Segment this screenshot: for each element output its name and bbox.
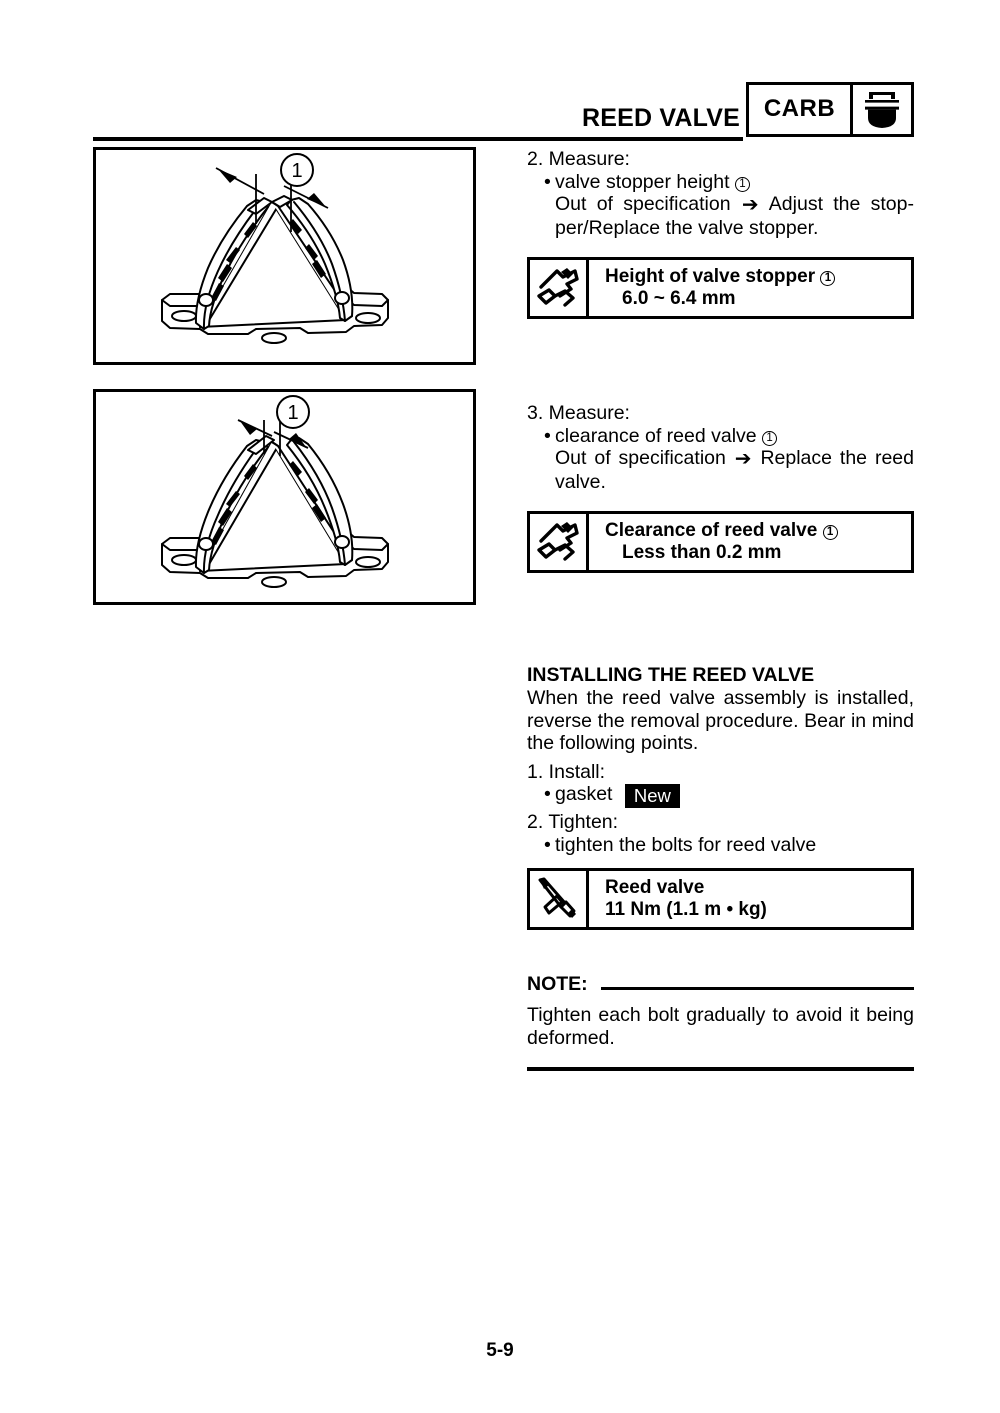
chapter-tag-label: CARB	[763, 94, 836, 122]
spec-value-reed-valve-torque: 11 Nm (1.1 m • kg)	[605, 899, 767, 920]
note-body: Tighten each bolt gradually to avoid it being deformed.	[527, 1004, 914, 1049]
install-step-2-bullet	[527, 834, 914, 857]
installing-section	[527, 664, 914, 856]
step-3-detail-post: Replace the reed	[760, 447, 914, 469]
install-step-2-number: 2. Tighten:	[527, 811, 619, 833]
header-divider-rule	[93, 137, 743, 141]
step-2-detail-line2: per/Replace the valve stopper.	[555, 216, 819, 239]
right-content-column	[527, 148, 914, 1071]
spec-text-reed-valve-clearance	[589, 514, 911, 570]
step-3-detail	[527, 447, 914, 493]
installing-heading: INSTALLING THE REED VALVE	[527, 664, 815, 686]
note-bottom-rule	[527, 1067, 914, 1071]
install-step-1-number: 1. Install:	[527, 760, 606, 783]
note-block	[527, 972, 914, 1071]
step-3-block	[527, 402, 914, 493]
callout-marker-1: 1	[735, 177, 750, 192]
chapter-tag	[746, 82, 914, 137]
note-label: NOTE:	[527, 972, 588, 995]
step-2-detail-pre: Out of specification	[555, 193, 731, 215]
spec-box-reed-valve-clearance	[527, 511, 914, 573]
step-2-block	[527, 148, 914, 239]
install-step-1-bullet	[527, 783, 914, 808]
reed-valve-clearance-figure	[93, 389, 476, 605]
step-3-detail-pre: Out of specification	[555, 447, 726, 469]
page-title: REED VALVE	[581, 104, 740, 132]
installing-intro: When the reed valve assembly is installed, reverse the removal procedure. Bear in mind the following points.	[527, 687, 914, 754]
install-step-2-bullet-text: tighten the bolts for reed valve	[555, 833, 817, 856]
bullet-dot-icon: •	[544, 424, 551, 447]
spec-value-valve-stopper-height: 6.0 ~ 6.4 mm	[622, 288, 736, 309]
arrow-right-icon: ➔	[741, 194, 759, 216]
note-header-rule	[601, 987, 914, 990]
step-3-bullet	[527, 425, 914, 448]
spec-box-reed-valve-torque	[527, 868, 914, 930]
spec-title-reed-valve-torque: Reed valve	[605, 877, 705, 898]
step-2-detail-post: Adjust the stop-	[768, 193, 914, 215]
arrow-right-icon: ➔	[734, 448, 752, 470]
spec-title-reed-valve-clearance	[605, 520, 911, 542]
bullet-dot-icon: •	[544, 833, 551, 856]
spec-text-reed-valve-torque	[589, 871, 911, 927]
install-step-1-bullet-text: gasket	[555, 783, 613, 805]
step-2-bullet-text: valve stopper height	[555, 170, 730, 193]
step-2-number: 2. Measure:	[527, 148, 630, 170]
spec-title-text: Clearance of reed valve	[605, 520, 818, 541]
valve-stopper-height-figure	[93, 147, 476, 365]
step-3-number: 3. Measure:	[527, 402, 630, 424]
step-2-detail	[527, 193, 914, 239]
carburetor-icon	[850, 85, 911, 134]
spec-text-valve-stopper-height	[589, 260, 911, 316]
torque-wrench-icon	[530, 871, 589, 927]
spec-title-text: Height of valve stopper	[605, 266, 816, 287]
svg-text:1: 1	[291, 160, 303, 182]
step-3-bullet-text: clearance of reed valve	[555, 424, 757, 447]
bullet-dot-icon: •	[544, 170, 551, 193]
callout-marker-1: 1	[820, 271, 835, 286]
vernier-caliper-icon	[530, 260, 589, 316]
spec-title-valve-stopper-height	[605, 266, 911, 288]
new-part-badge: New	[625, 784, 680, 808]
callout-marker-1: 1	[762, 431, 777, 446]
step-3-detail-line2: valve.	[555, 470, 606, 493]
note-header	[527, 972, 914, 996]
spec-value-reed-valve-clearance: Less than 0.2 mm	[622, 542, 782, 563]
svg-text:1: 1	[287, 402, 299, 424]
step-2-bullet	[527, 171, 914, 194]
callout-marker-1: 1	[823, 525, 838, 540]
page-number: 5-9	[486, 1340, 514, 1361]
bullet-dot-icon: •	[544, 783, 551, 805]
spec-box-valve-stopper-height	[527, 257, 914, 319]
vernier-caliper-icon	[530, 514, 589, 570]
